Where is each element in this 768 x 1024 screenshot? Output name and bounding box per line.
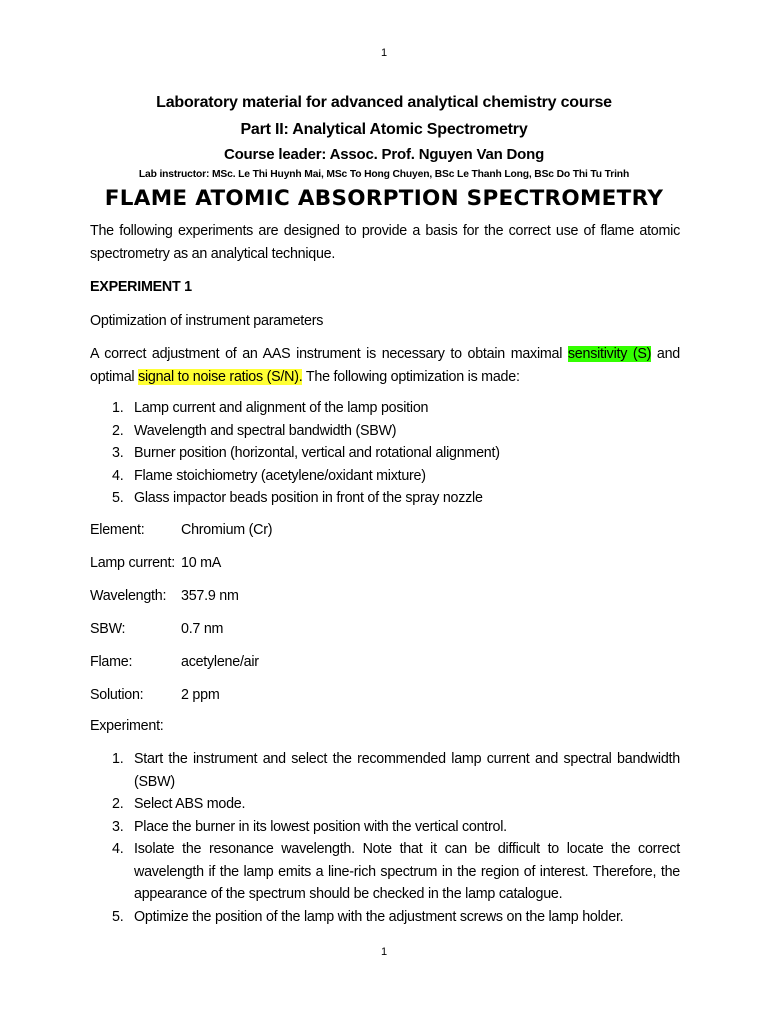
parameter-value: 2 ppm xyxy=(181,687,220,703)
list-text: Burner position (horizontal, vertical and rotational alignment) xyxy=(134,445,500,461)
parameter-label: SBW: xyxy=(90,621,126,637)
parameter-value: 10 mA xyxy=(181,555,222,571)
experiment-steps-list xyxy=(90,748,680,928)
parameter-label: Wavelength: xyxy=(90,588,167,604)
course-title: Laboratory material for advanced analytical chemistry course xyxy=(156,94,612,111)
list-number: 3. xyxy=(112,445,124,461)
parameter-label: Flame: xyxy=(90,654,133,670)
list-item xyxy=(90,838,680,906)
experiment-label: Experiment: xyxy=(90,718,164,734)
document-title: FLAME ATOMIC ABSORPTION SPECTROMETRY xyxy=(104,186,664,211)
list-item xyxy=(90,748,680,793)
list-number: 1. xyxy=(112,400,124,416)
list-text: Place the burner in its lowest position with the vertical control. xyxy=(134,818,507,835)
list-item xyxy=(90,420,680,443)
adjustment-paragraph xyxy=(90,343,680,389)
adjustment-text-2: and optimal xyxy=(90,346,681,385)
parameter-label: Solution: xyxy=(90,687,144,703)
experiment-heading: EXPERIMENT 1 xyxy=(90,279,192,295)
list-text: Flame stoichiometry (acetylene/oxidant mixture) xyxy=(134,467,426,484)
intro-paragraph: The following experiments are designed to provide a basis for the correct use of flame atomic spectrometry as an analytical technique. xyxy=(90,223,680,262)
page-number-bottom: 1 xyxy=(380,946,388,958)
course-leader: Course leader: Assoc. Prof. Nguyen Van Dong xyxy=(223,146,545,163)
list-number: 4. xyxy=(112,841,124,857)
list-number: 5. xyxy=(112,490,124,506)
list-text: Start the instrument and select the recommended lamp current and spectral bandwidth (SBW) xyxy=(134,751,680,790)
parameter-value: acetylene/air xyxy=(181,654,259,670)
adjustment-text-3: The following optimization is made: xyxy=(302,369,520,385)
list-number: 1. xyxy=(112,751,124,767)
list-text: Lamp current and alignment of the lamp position xyxy=(134,400,429,416)
list-number: 2. xyxy=(112,796,124,812)
parameter-value: Chromium (Cr) xyxy=(181,522,273,538)
list-item xyxy=(90,465,680,488)
lab-instructors: Lab instructor: MSc. Le Thi Huynh Mai, MSc To Hong Chuyen, BSc Le Thanh Long, BSc Do Thi Tu Trinh xyxy=(138,169,630,180)
adjustment-text-1: A correct adjustment of an AAS instrument is necessary to obtain maximal xyxy=(90,346,568,362)
parameter-value: 0.7 nm xyxy=(181,621,224,637)
signal-noise-highlight: signal to noise ratios (S/N). xyxy=(138,369,303,385)
parameter-value: 357.9 nm xyxy=(181,588,239,604)
list-item xyxy=(90,442,680,465)
page-number-top: 1 xyxy=(380,47,388,59)
parameter-label: Lamp current: xyxy=(90,555,175,571)
list-text: Isolate the resonance wavelength. Note that it can be difficult to locate the correct wavelength if the lamp emits a line-rich spectrum in the region of interest. Therefore, the appearance of the spectrum should be checked in the lamp catalogue. xyxy=(134,841,680,902)
list-item xyxy=(90,816,680,839)
list-text: Select ABS mode. xyxy=(134,796,246,812)
part-title: Part II: Analytical Atomic Spectrometry xyxy=(240,121,528,138)
list-text: Wavelength and spectral bandwidth (SBW) xyxy=(134,422,397,439)
list-item xyxy=(90,487,680,510)
optimization-heading: Optimization of instrument parameters xyxy=(90,313,324,329)
sensitivity-highlight: sensitivity (S) xyxy=(567,346,652,362)
optimization-list xyxy=(90,397,680,510)
list-number: 2. xyxy=(112,422,124,439)
list-number: 3. xyxy=(112,818,124,835)
list-item xyxy=(90,906,680,929)
list-text: Glass impactor beads position in front of the spray nozzle xyxy=(134,490,483,506)
list-number: 4. xyxy=(112,467,124,484)
parameter-label: Element: xyxy=(90,522,145,538)
list-item xyxy=(90,397,680,420)
list-item xyxy=(90,793,680,816)
list-text: Optimize the position of the lamp with the adjustment screws on the lamp holder. xyxy=(134,908,624,925)
list-number: 5. xyxy=(112,908,124,925)
